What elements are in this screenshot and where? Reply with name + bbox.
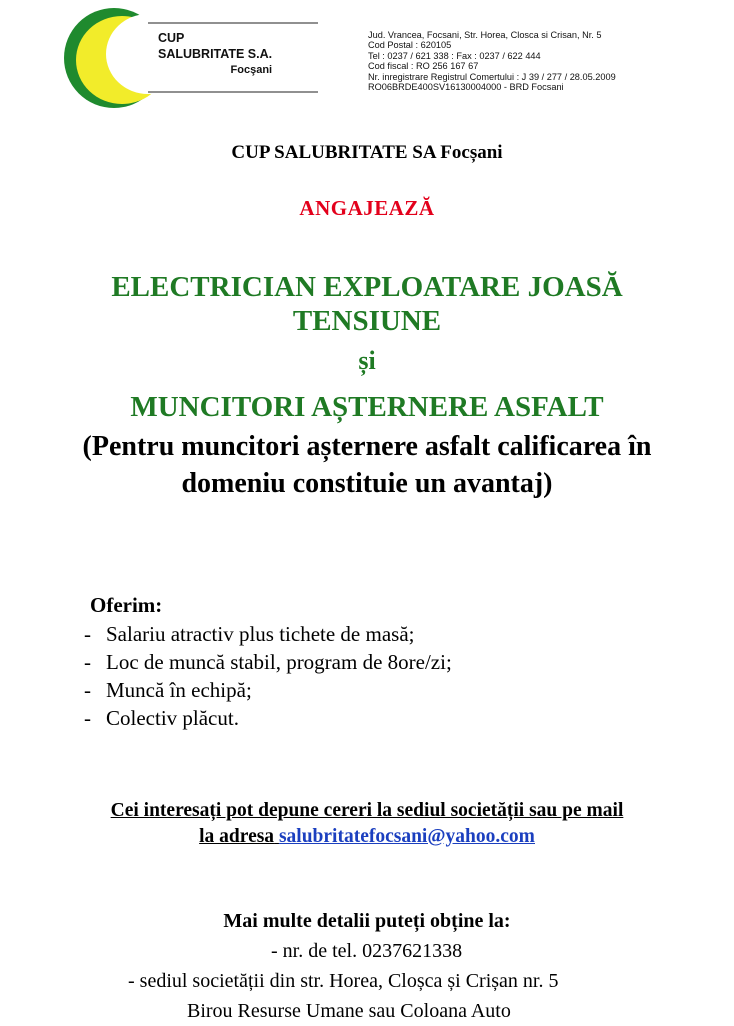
apply-line-1: Cei interesați pot depune cereri la sediul societății sau pe mail bbox=[110, 800, 624, 821]
offer-item: - Salariu atractiv plus tichete de masă; bbox=[84, 620, 452, 648]
apply-instructions bbox=[0, 798, 734, 850]
info-phone-fax: Tel : 0237 / 621 338 : Fax : 0237 / 622 444 bbox=[368, 50, 541, 61]
qualification-note: (Pentru muncitori așternere asfalt calificarea în domeniu constituie un avantaj) bbox=[82, 431, 652, 499]
apply-line-2 bbox=[0, 824, 734, 850]
company-contact-info bbox=[368, 30, 698, 92]
job-title-electrician: ELECTRICIAN EXPLOATARE JOASĂ TENSIUNE bbox=[111, 271, 623, 337]
logo-line-2: SALUBRITATE S.A. bbox=[158, 47, 273, 61]
info-registration: Nr. inregistrare Registrul Comertului : J 39 / 277 / 28.05.2009 bbox=[368, 71, 616, 82]
email-link[interactable]: salubritatefocsani@yahoo.com bbox=[278, 826, 535, 847]
offer-item: - Loc de muncă stabil, program de 8ore/zi; bbox=[84, 648, 452, 676]
offer-title: Oferim: bbox=[90, 593, 163, 617]
info-postal-code: Cod Postal : 620105 bbox=[368, 40, 452, 51]
details-department: Birou Resurse Umane sau Coloana Auto bbox=[187, 1000, 511, 1022]
logo-line-1: CUP bbox=[158, 31, 185, 45]
conjunction-text: și bbox=[358, 346, 376, 375]
offer-list bbox=[84, 620, 452, 732]
offer-section bbox=[90, 591, 452, 732]
info-address: Jud. Vrancea, Focsani, Str. Horea, Closca si Crisan, Nr. 5 bbox=[368, 30, 602, 40]
details-title: Mai multe detalii puteți obține la: bbox=[223, 910, 511, 932]
apply-line-2-prefix: la adresa bbox=[199, 826, 275, 847]
info-fiscal-code: Cod fiscal : RO 256 167 67 bbox=[368, 61, 479, 72]
hiring-heading: ANGAJEAZĂ bbox=[299, 196, 435, 220]
job-title-asphalt-workers: MUNCITORI AȘTERNERE ASFALT bbox=[130, 391, 604, 423]
details-phone: - nr. de tel. 0237621338 bbox=[271, 940, 463, 962]
logo-text bbox=[158, 30, 272, 78]
company-name-heading: CUP SALUBRITATE SA Focșani bbox=[231, 142, 503, 163]
offer-item: - Colectiv plăcut. bbox=[84, 704, 452, 732]
offer-item: - Muncă în echipă; bbox=[84, 676, 452, 704]
details-address: - sediul societății din str. Horea, Cloșca și Crișan nr. 5 bbox=[128, 970, 559, 992]
info-bank-account: RO06BRDE400SV16130004000 - BRD Focsani bbox=[368, 82, 564, 93]
details-section bbox=[0, 906, 734, 1026]
logo-city: Focşani bbox=[230, 64, 273, 76]
